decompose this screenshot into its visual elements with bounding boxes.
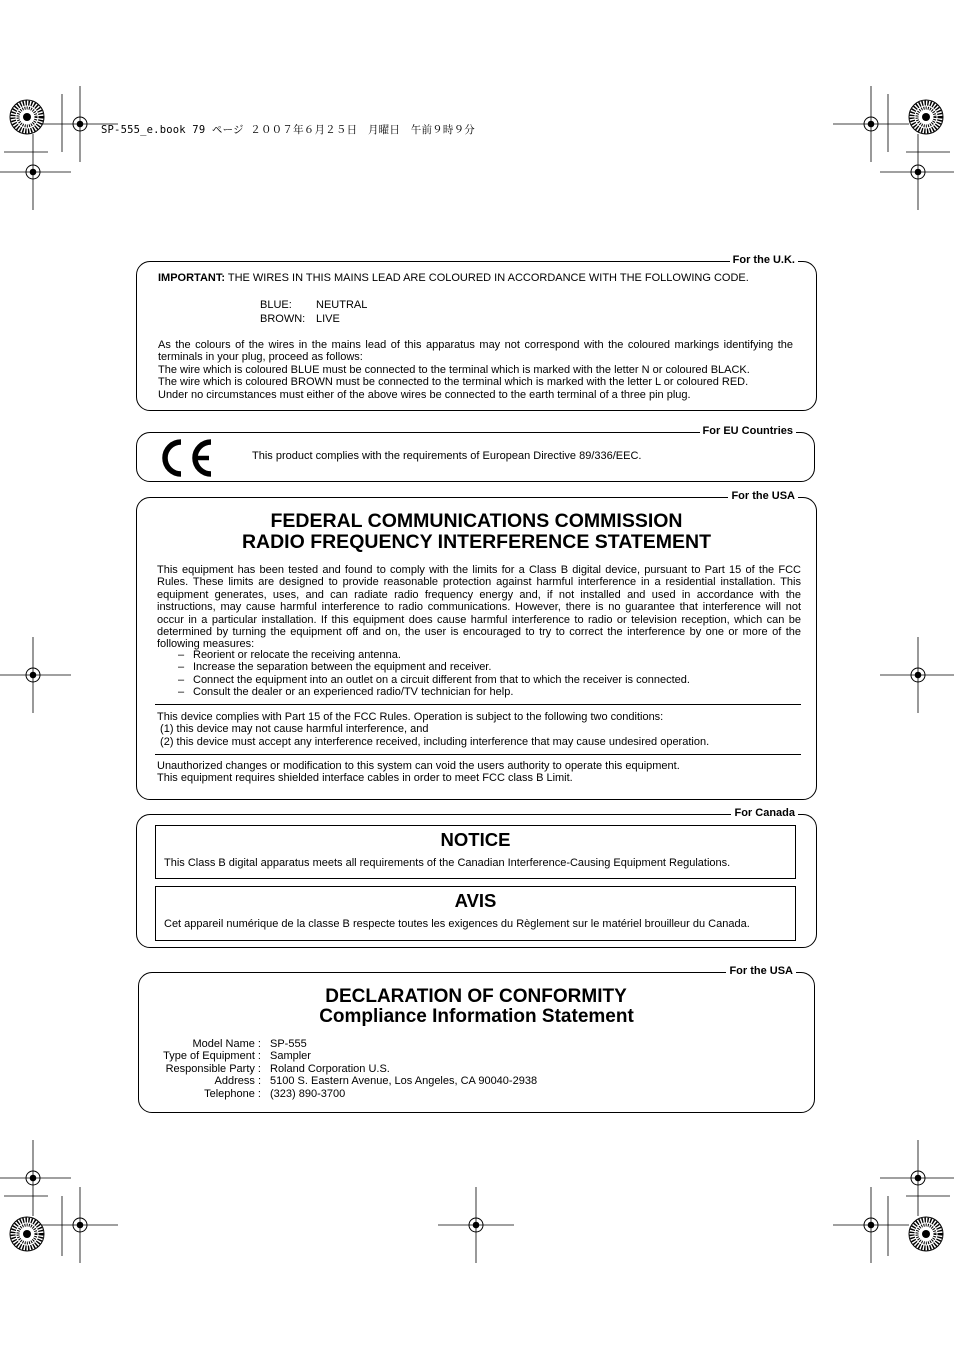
info-label: Address : [214, 1075, 261, 1088]
canada-section [136, 807, 817, 948]
fcc-title-line1: FEDERAL COMMUNICATIONS COMMISSION [270, 510, 683, 532]
uk-wiring-section [136, 254, 817, 411]
unauthorized-text: Unauthorized changes or modification to this system can void the users authority to operate this equipment. [157, 760, 680, 772]
condition-2: (2) this device must accept any interference received, including interference that may cause undesired operation. [157, 735, 710, 748]
list-item: – Consult the dealer or an experienced radio/TV technician for help. [157, 686, 801, 698]
list-item: – Reorient or relocate the receiving antenna. [157, 649, 801, 661]
uk-para: As the colours of the wires in the mains lead of this apparatus may not correspond with the coloured markings identifying the terminals in your plug, proceed as follows: [158, 339, 793, 364]
compliance-info-table [157, 1038, 537, 1100]
fcc-title-line2: RADIO FREQUENCY INTERFERENCE STATEMENT [241, 531, 712, 553]
info-value: (323) 890-3700 [270, 1087, 346, 1100]
declaration-section [138, 965, 815, 1113]
shielded-cables-text: This equipment requires shielded interface cables in order to meet FCC class B Limit. [157, 772, 573, 785]
info-label: Responsible Party : [165, 1062, 261, 1075]
info-value: 5100 S. Eastern Avenue, Los Angeles, CA 90040-2938 [270, 1075, 538, 1088]
uk-line-blue: The wire which is coloured BLUE must be connected to the terminal which is marked with the letter N or coloured BLACK. [158, 363, 750, 376]
table-row [157, 1075, 537, 1087]
fcc-body: This equipment has been tested and found to comply with the limits for a Class B digital device, pursuant to Part 15 of the FCC Rules. These limits are designed to provide reasonable protection against harmful interference in a residential installation. This equipment generates, uses, and can radiate radio frequency energy and, if not installed and used in accordance with the instructions, may cause harmful interference to radio communications. However, there is no guarantee that interference will not occur in a particular installation. If this equipment does cause harmful interference to radio or television reception, which can be determined by turning the equipment off and on, the user is encouraged to try to correct the interference by one or more of the following measures: [157, 564, 801, 651]
notice-title: NOTICE [440, 829, 511, 850]
section-tag: For EU Countries [700, 425, 796, 437]
list-item: – Increase the separation between the equipment and receiver. [157, 661, 801, 673]
info-label: Type of Equipment : [163, 1050, 261, 1063]
info-label: Telephone : [204, 1087, 261, 1100]
wire-row [260, 299, 367, 311]
fcc-statement-section [136, 490, 817, 800]
section-tag: For the U.K. [730, 254, 798, 266]
uk-instructions [158, 339, 793, 401]
wire-row [260, 313, 367, 325]
table-row [157, 1050, 537, 1062]
avis-title: AVIS [454, 890, 497, 911]
important-label: IMPORTANT: [158, 272, 226, 284]
part15-text: This device complies with Part 15 of the FCC Rules. Operation is subject to the following two conditions: [157, 711, 664, 723]
declaration-title: DECLARATION OF CONFORMITY [325, 986, 627, 1007]
file-info-header: SP-555_e.book 79 ページ ２００７年６月２５日 月曜日 午前９時９分 [101, 124, 475, 136]
avis-text: Cet appareil numérique de la classe B respecte toutes les exigences du Règlement sur le matériel brouilleur du Canada. [164, 918, 750, 930]
divider [155, 704, 801, 705]
wire-color: BLUE: [260, 299, 292, 311]
eu-text: This product complies with the requirements of European Directive 89/336/EEC. [252, 450, 642, 462]
wire-code-list [260, 299, 367, 325]
ce-mark-icon [153, 436, 215, 480]
uk-line-brown: The wire which is coloured BROWN must be connected to the terminal which is marked with the letter L or coloured RED. [158, 376, 749, 389]
section-tag: For the USA [726, 965, 796, 977]
avis-box [155, 886, 796, 941]
table-row [157, 1088, 537, 1100]
fcc-part15 [157, 711, 801, 748]
info-label: Model Name : [192, 1038, 261, 1050]
wire-meaning: LIVE [316, 312, 340, 325]
section-tag: For Canada [731, 807, 798, 819]
info-value: Sampler [270, 1050, 311, 1063]
wire-meaning: NEUTRAL [316, 299, 368, 311]
wire-color: BROWN: [260, 312, 306, 325]
table-row [157, 1063, 537, 1075]
info-value: SP-555 [270, 1038, 307, 1050]
table-row [157, 1038, 537, 1050]
notice-box [155, 825, 796, 879]
fcc-measures [157, 649, 801, 699]
divider [155, 754, 801, 755]
important-text: THE WIRES IN THIS MAINS LEAD ARE COLOURED IN ACCORDANCE WITH THE FOLLOWING CODE. [225, 272, 749, 284]
uk-line-earth: Under no circumstances must either of the above wires be connected to the earth terminal of a three pin plug. [158, 388, 691, 401]
eu-compliance-section [136, 425, 815, 482]
info-value: Roland Corporation U.S. [270, 1062, 390, 1075]
declaration-subtitle: Compliance Information Statement [319, 1006, 634, 1027]
condition-1: (1) this device may not cause harmful interference, and [157, 723, 429, 736]
important-line [158, 272, 808, 284]
list-item: – Connect the equipment into an outlet on a circuit different from that to which the receiver is connected. [157, 674, 801, 686]
notice-text: This Class B digital apparatus meets all requirements of the Canadian Interference-Causing Equipment Regulations. [164, 857, 731, 869]
section-tag: For the USA [728, 490, 798, 502]
fcc-unauthorized [157, 760, 801, 785]
